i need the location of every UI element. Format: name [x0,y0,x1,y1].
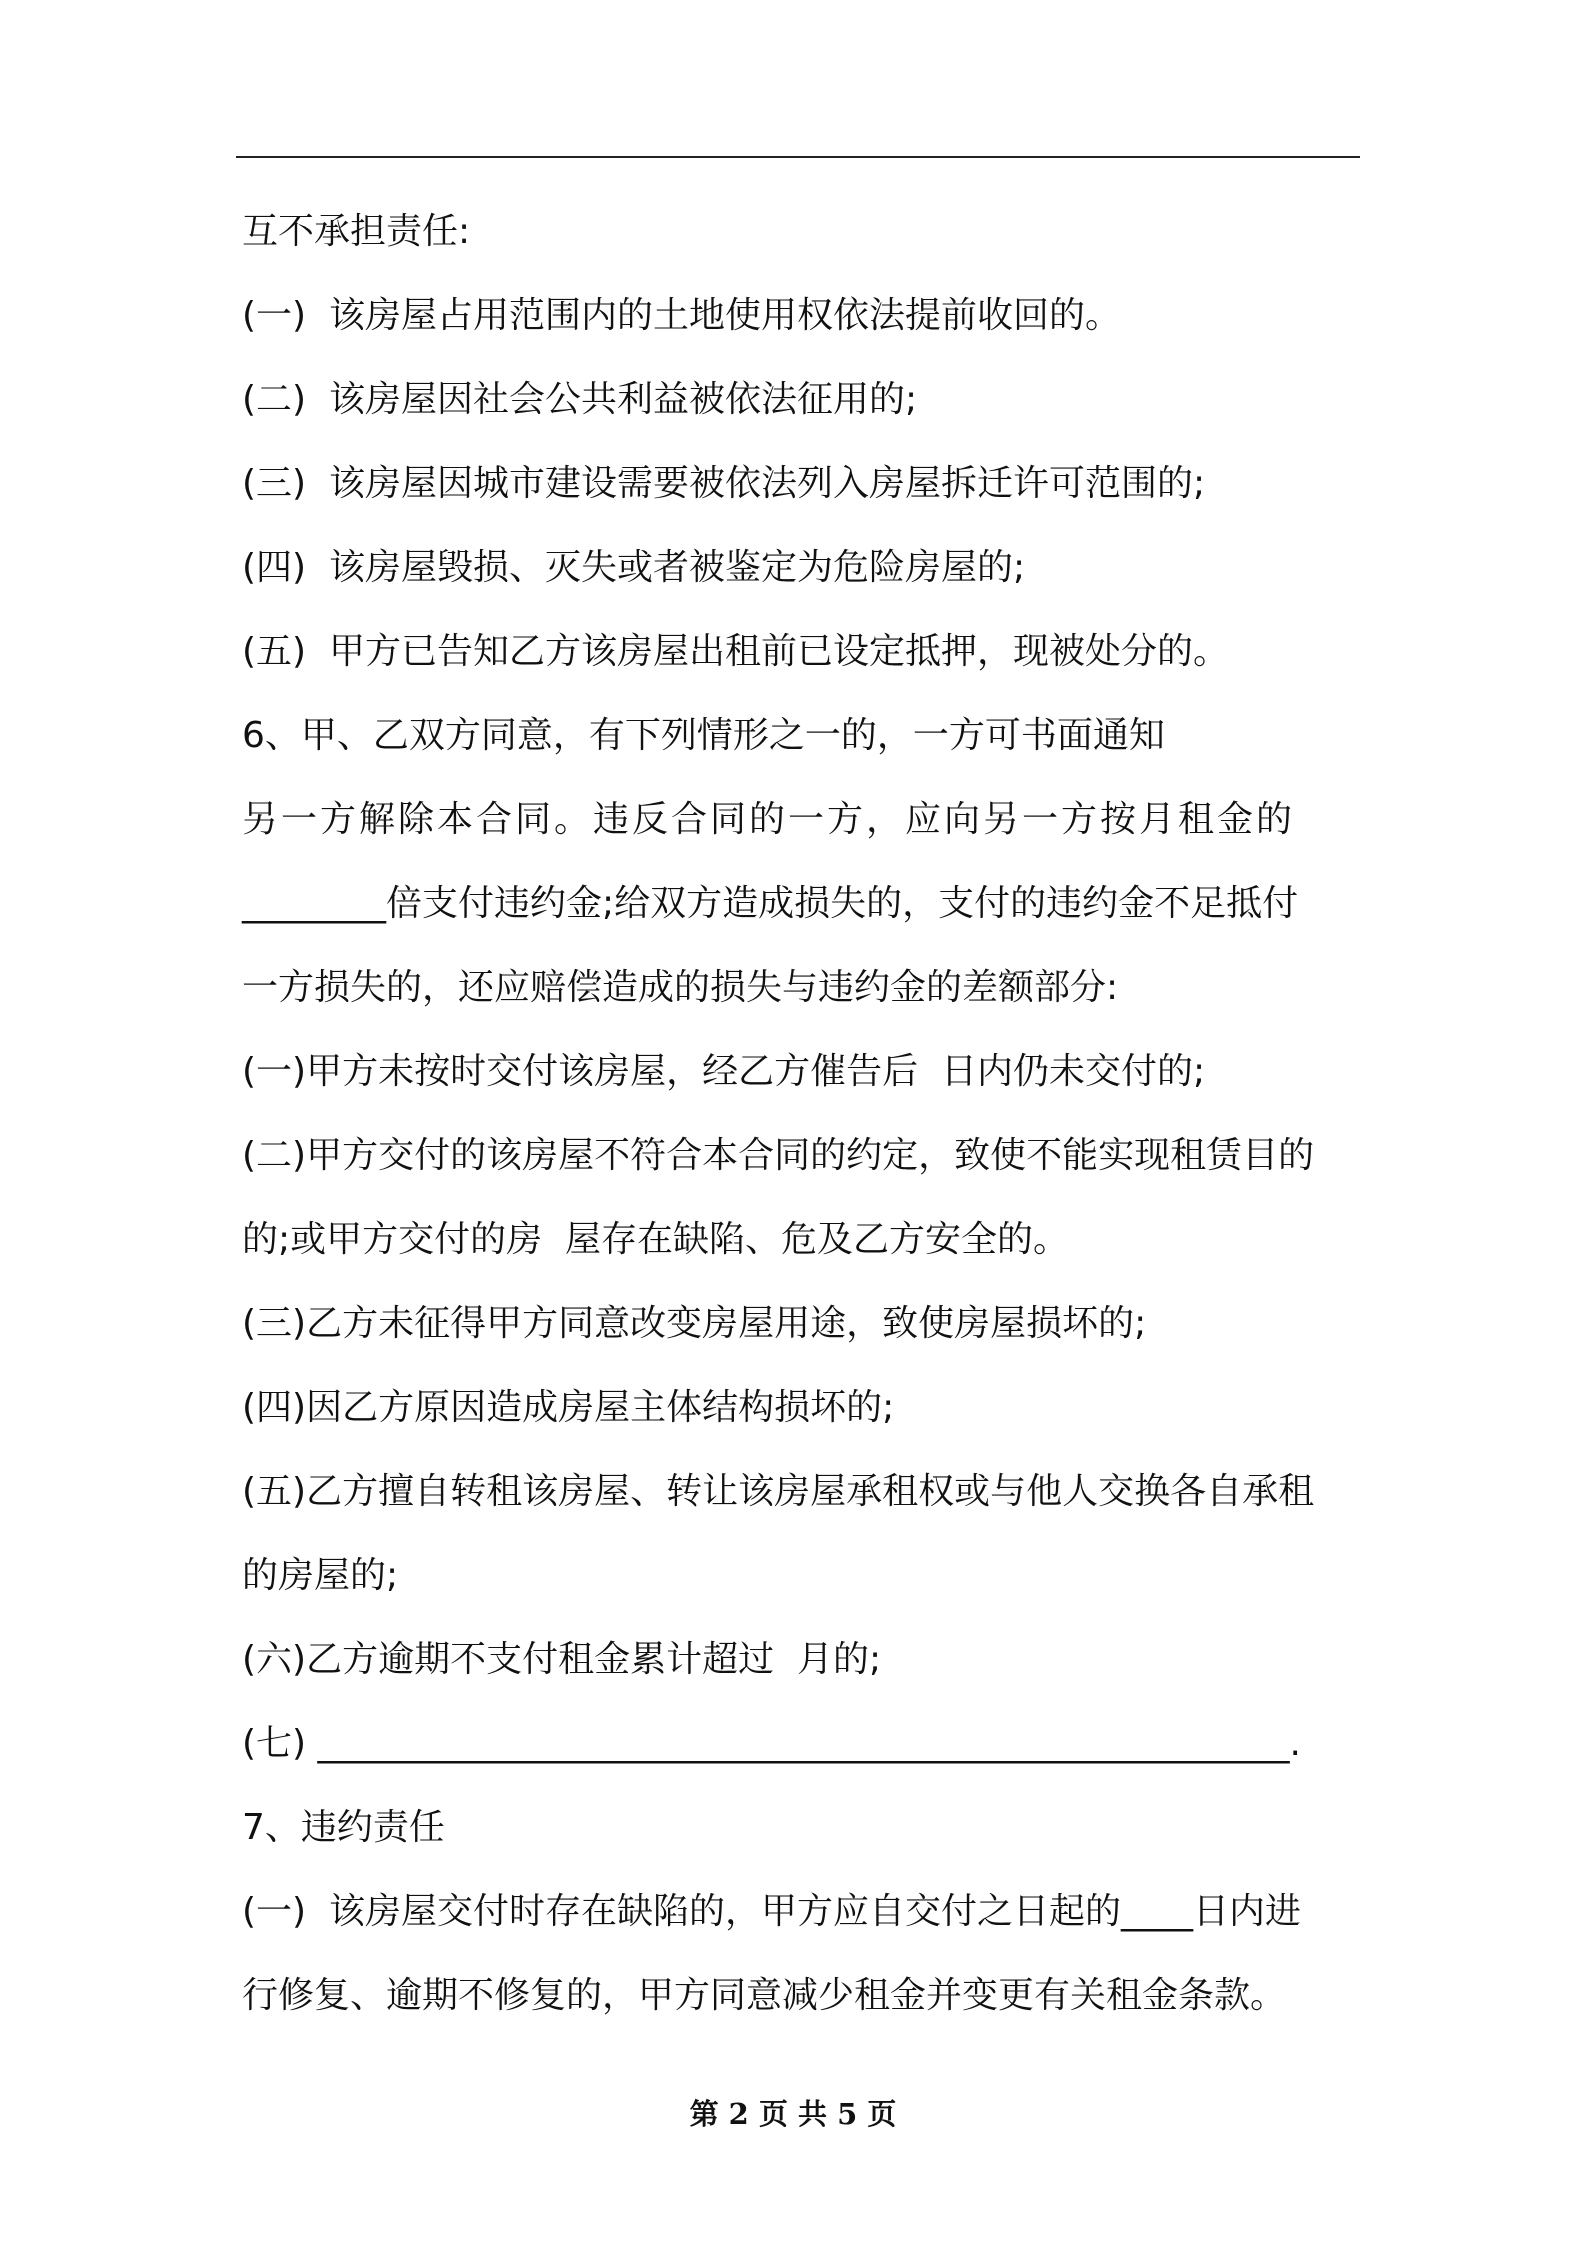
text-line: 行修复、逾期不修复的，甲方同意减少租金并变更有关租金条款。 [242,1975,1287,2016]
text-line: (六)乙方逾期不支付租金累计超过 月的; [242,1639,882,1680]
text-line: (五) 甲方已告知乙方该房屋出租前已设定抵押，现被处分的。 [242,631,1229,672]
text-line: (一) 该房屋交付时存在缺陷的，甲方应自交付之日起的____日内进 [242,1891,1301,1932]
text-line: (一) 该房屋占用范围内的土地使用权依法提前收回的。 [242,295,1121,336]
text-line: ________倍支付违约金;给双方造成损失的，支付的违约金不足抵付 [242,883,1299,924]
text-line: (四) 该房屋毁损、灭失或者被鉴定为危险房屋的; [242,547,1026,588]
header-rule [236,156,1360,158]
text-line: (二) 该房屋因社会公共利益被依法征用的; [242,379,918,420]
text-line: (一)甲方未按时交付该房屋，经乙方催告后 日内仍未交付的; [242,1051,1206,1092]
text-line: 一方损失的，还应赔偿造成的损失与违约金的差额部分: [242,967,1119,1008]
text-line: (七) ______________________________________________________. [242,1723,1301,1764]
text-line: 的房屋的; [242,1555,399,1596]
text-line: 7、违约责任 [242,1807,445,1848]
text-line: 另一方解除本合同。违反合同的一方，应向另一方按月租金的 [242,799,1296,840]
text-line: (三) 该房屋因城市建设需要被依法列入房屋拆迁许可范围的; [242,463,1206,504]
document-body [242,190,1360,2038]
page-number-footer: 第 2 页 共 5 页 [689,2097,897,2131]
text-line: 的;或甲方交付的房 屋存在缺陷、危及乙方安全的。 [242,1219,1070,1260]
text-line: (三)乙方未征得甲方同意改变房屋用途，致使房屋损坏的; [242,1303,1147,1344]
text-line: (五)乙方擅自转租该房屋、转让该房屋承租权或与他人交换各自承租 [242,1471,1315,1512]
text-line: (二)甲方交付的该房屋不符合本合同的约定，致使不能实现租赁目的 [242,1135,1315,1176]
text-line: (四)因乙方原因造成房屋主体结构损坏的; [242,1387,895,1428]
text-line: 6、甲、乙双方同意，有下列情形之一的，一方可书面通知 [242,715,1165,756]
text-line: 互不承担责任: [242,211,471,252]
